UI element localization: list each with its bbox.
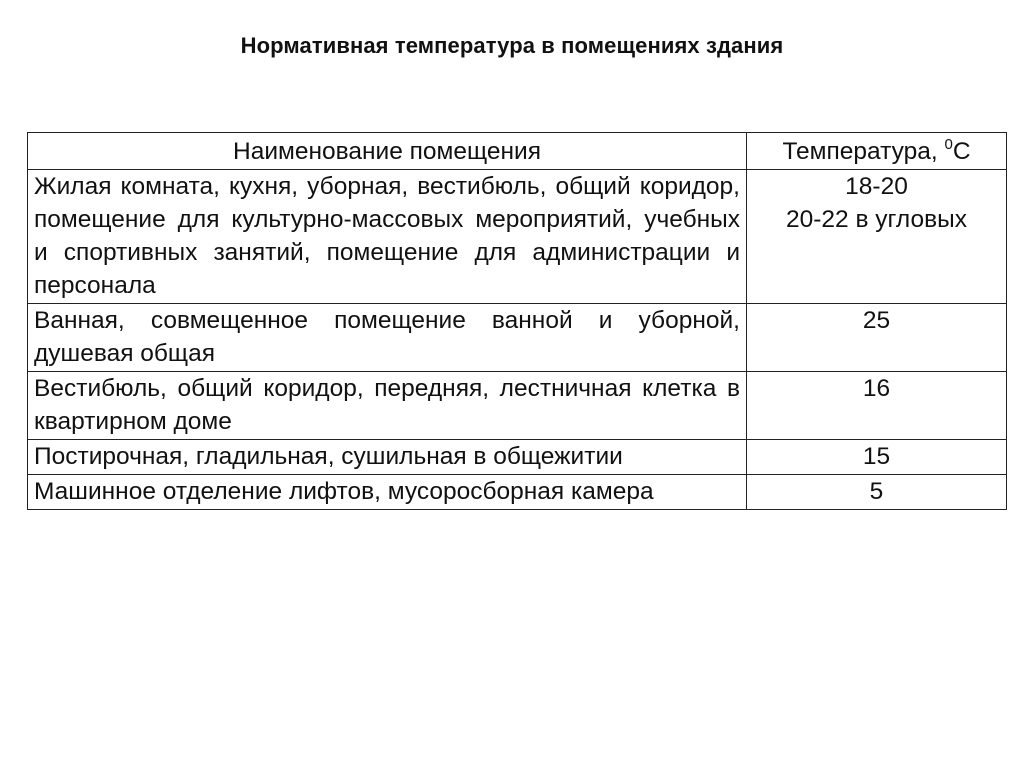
room-name-cell: Машинное отделение лифтов, мусоросборная камера [28,475,747,510]
degree-superscript: 0 [944,136,953,153]
temperature-value: 18-20 [845,173,908,200]
temperature-cell [747,170,1007,304]
header-temperature-unit: С [952,138,971,165]
table-row [28,372,1007,440]
temperature-value-corner: 20-22 в угловых [785,206,967,233]
temperature-cell [747,475,1007,510]
temperature-cell [747,372,1007,440]
temperature-cell [747,304,1007,372]
table-row [28,440,1007,475]
temperature-value: 15 [862,443,891,470]
table-row [28,475,1007,510]
header-temperature [747,133,1007,170]
table-header-row [28,133,1007,170]
room-name-cell: Ванная, совмещенное помещение ванной и уборной, душевая общая [28,304,747,372]
table-row [28,304,1007,372]
room-name-cell: Постирочная, гладильная, сушильная в общежитии [28,440,747,475]
temperature-value: 16 [862,375,891,402]
page-title: Нормативная температура в помещениях здания [240,33,784,58]
header-room-name: Наименование помещения [28,133,747,170]
room-name-cell: Жилая комната, кухня, уборная, вестибюль, общий коридор, помещение для культурно-массовых мероприятий, учебных и спортивных занятий, помещение для администрации и персонала [28,170,747,304]
temperature-value: 5 [869,478,884,505]
room-name-cell: Вестибюль, общий коридор, передняя, лестничная клетка в квартирном доме [28,372,747,440]
temperature-cell [747,440,1007,475]
header-temperature-label: Температура, [782,138,945,165]
temperature-value: 25 [862,307,891,334]
table-row [28,170,1007,304]
temperature-table [27,132,1007,510]
